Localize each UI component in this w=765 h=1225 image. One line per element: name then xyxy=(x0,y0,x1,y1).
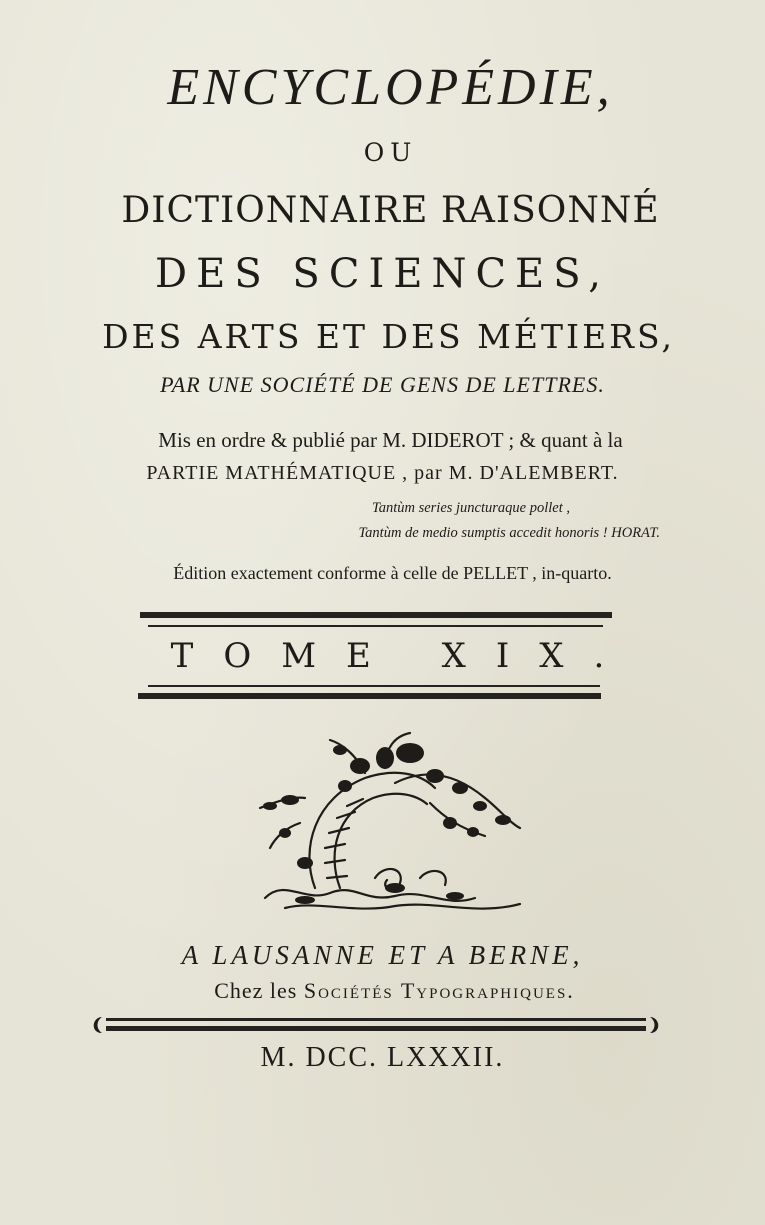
rule-top-thin xyxy=(148,625,603,627)
edition-note: Édition exactement conforme à celle de PELLET , in-quarto. xyxy=(173,563,612,583)
editors-line-2: PARTIE MATHÉMATIQUE , par M. D'ALEMBERT. xyxy=(146,462,619,484)
publication-year: M. DCC. LXXXII. xyxy=(260,1042,505,1073)
rule-year-bottom xyxy=(106,1026,646,1031)
epigraph-line-1: Tantùm series juncturaque pollet , xyxy=(371,500,570,516)
editors-line-1: Mis en ordre & publié par M. DIDEROT ; & quant à la xyxy=(158,428,623,452)
subtitle-line-2: DES SCIENCES, xyxy=(155,251,610,297)
book-title: ENCYCLOPÉDIE, xyxy=(167,59,614,116)
imprint-publisher: Sociétés Typographiques. xyxy=(303,978,575,1003)
title-conjunction: OU xyxy=(363,138,418,167)
rule-year-top xyxy=(106,1018,646,1021)
authorship-line: PAR UNE SOCIÉTÉ DE GENS DE LETTRES. xyxy=(160,372,605,397)
rule-bottom-thin xyxy=(148,685,600,687)
imprint-place: A LAUSANNE ET A BERNE, xyxy=(181,940,584,970)
imprint-publisher-prefix: Chez les xyxy=(214,978,298,1003)
rule-top-thick xyxy=(140,612,612,618)
volume-number: TOME XIX. xyxy=(170,636,635,676)
epigraph-line-2: Tantùm de medio sumptis accedit honoris ! HORAT. xyxy=(358,525,660,541)
right-fleuron-icon xyxy=(646,1014,664,1036)
imprint-publisher-line xyxy=(0,978,765,1004)
cornucopia-ornament-icon xyxy=(245,728,530,918)
rule-bottom-thick xyxy=(138,693,601,699)
subtitle-line-3: DES ARTS ET DES MÉTIERS, xyxy=(102,317,675,356)
subtitle-line-1: DICTIONNAIRE RAISONNÉ xyxy=(121,190,660,231)
left-fleuron-icon xyxy=(88,1014,106,1036)
